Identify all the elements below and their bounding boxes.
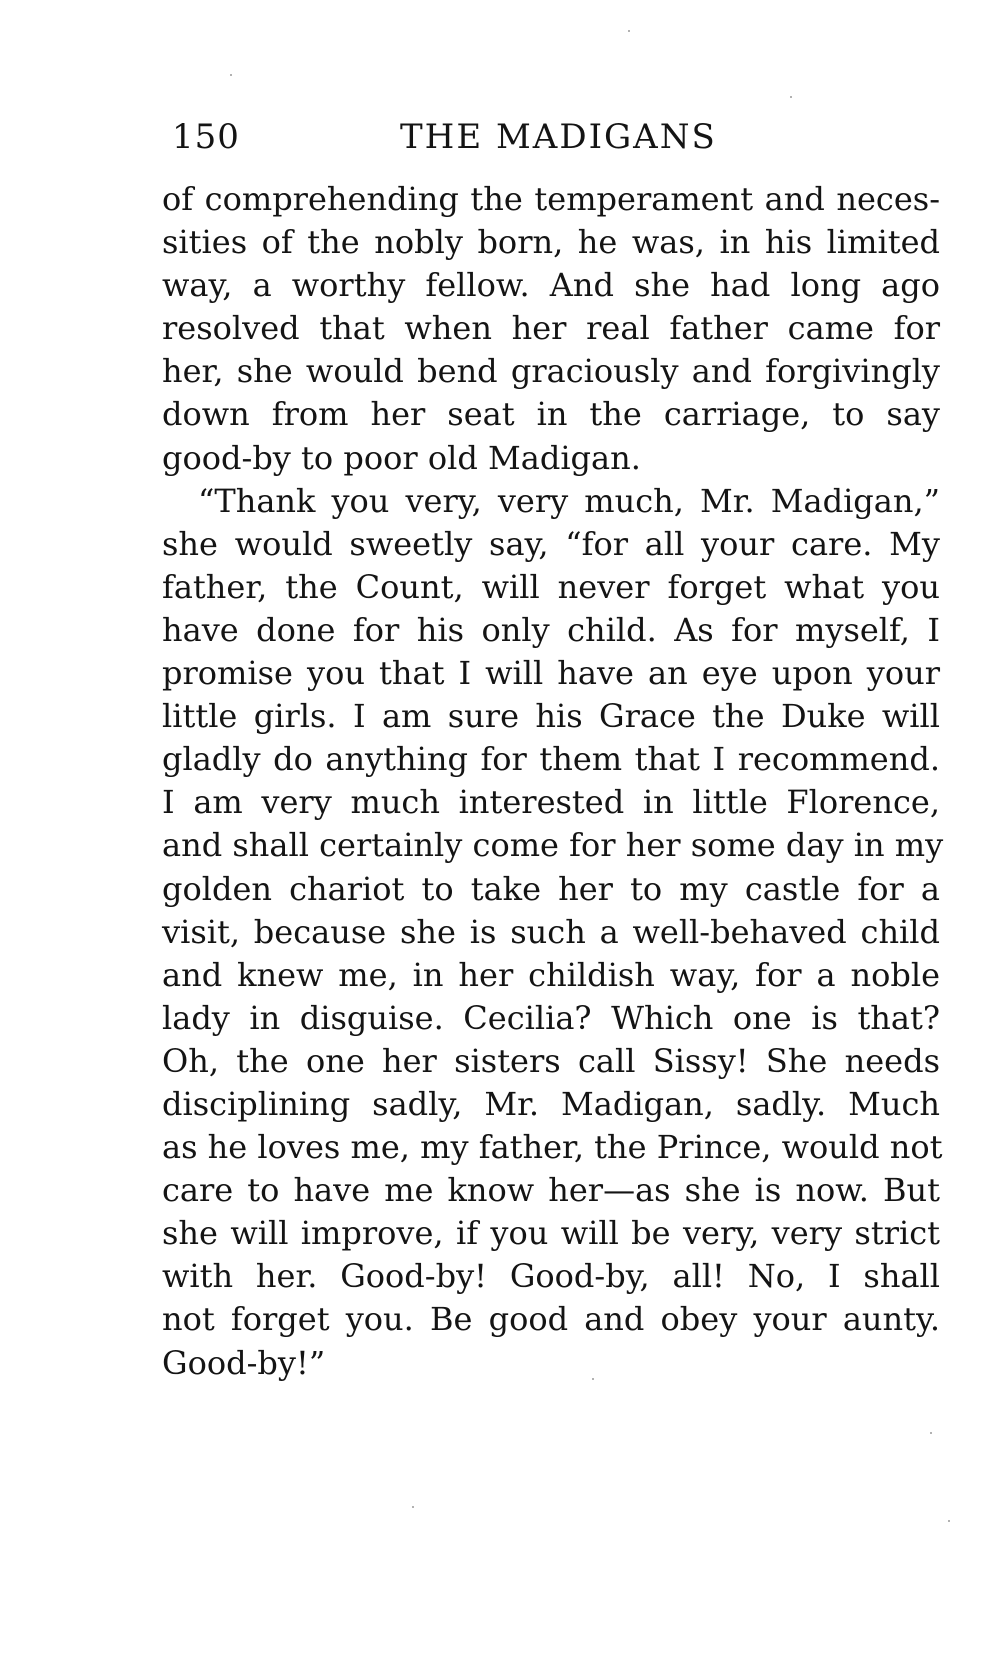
- text-line: disciplining sadly, Mr. Madigan, sadly. Much: [162, 1084, 940, 1123]
- text-line: promise you that I will have an eye upon your: [162, 654, 940, 693]
- text-line: she would sweetly say, “for all your care. My: [162, 524, 940, 563]
- page-header: [172, 112, 732, 162]
- text-line: golden chariot to take her to my castle for a: [162, 869, 940, 908]
- text-line: as he loves me, my father, the Prince, would not: [162, 1128, 943, 1167]
- text-line: good-by to poor old Madigan.: [162, 438, 641, 477]
- text-line: “Thank you very, very much, Mr. Madigan,”: [198, 481, 940, 520]
- text-line: sities of the nobly born, he was, in his limited: [162, 223, 940, 262]
- scan-speck: [948, 1520, 950, 1522]
- text-line: I am very much interested in little Florence,: [162, 783, 940, 822]
- text-line: father, the Count, will never forget what you: [162, 567, 940, 606]
- scan-speck: [592, 1378, 594, 1380]
- paragraph-2: [162, 480, 944, 1385]
- scan-speck: [790, 96, 792, 98]
- running-title: THE MADIGANS: [400, 117, 717, 157]
- text-line: have done for his only child. As for myself, I: [162, 610, 940, 649]
- text-line: little girls. I am sure his Grace the Duke will: [162, 697, 940, 736]
- text-line: lady in disguise. Cecilia? Which one is that?: [162, 998, 940, 1037]
- text-line: of comprehending the temperament and neces-: [162, 180, 940, 218]
- text-line: way, a worthy fellow. And she had long ago: [162, 266, 940, 305]
- text-line: down from her seat in the carriage, to say: [162, 395, 940, 434]
- page-number: 150: [172, 117, 240, 157]
- text-line: and shall certainly come for her some day in my: [162, 826, 944, 865]
- text-line: resolved that when her real father came for: [162, 309, 940, 348]
- paragraph-1: [162, 178, 940, 480]
- scan-speck: [230, 74, 232, 76]
- text-line: care to have me know her—as she is now. But: [162, 1171, 940, 1210]
- text-line: and knew me, in her childish way, for a noble: [162, 955, 940, 994]
- text-line: not forget you. Be good and obey your aunty.: [162, 1300, 940, 1339]
- scan-speck: [628, 30, 630, 32]
- scan-speck: [412, 1506, 414, 1508]
- scan-speck: [930, 1432, 932, 1434]
- text-line: with her. Good-by! Good-by, all! No, I shall: [162, 1257, 940, 1296]
- text-line: her, she would bend graciously and forgivingly: [162, 352, 940, 391]
- text-line: visit, because she is such a well-behaved child: [162, 912, 940, 951]
- text-line: Good-by!”: [162, 1343, 326, 1382]
- text-line: she will improve, if you will be very, very strict: [162, 1214, 940, 1253]
- body-text: [162, 178, 944, 1385]
- text-line: Oh, the one her sisters call Sissy! She needs: [162, 1041, 940, 1080]
- text-line: gladly do anything for them that I recommend.: [162, 740, 940, 779]
